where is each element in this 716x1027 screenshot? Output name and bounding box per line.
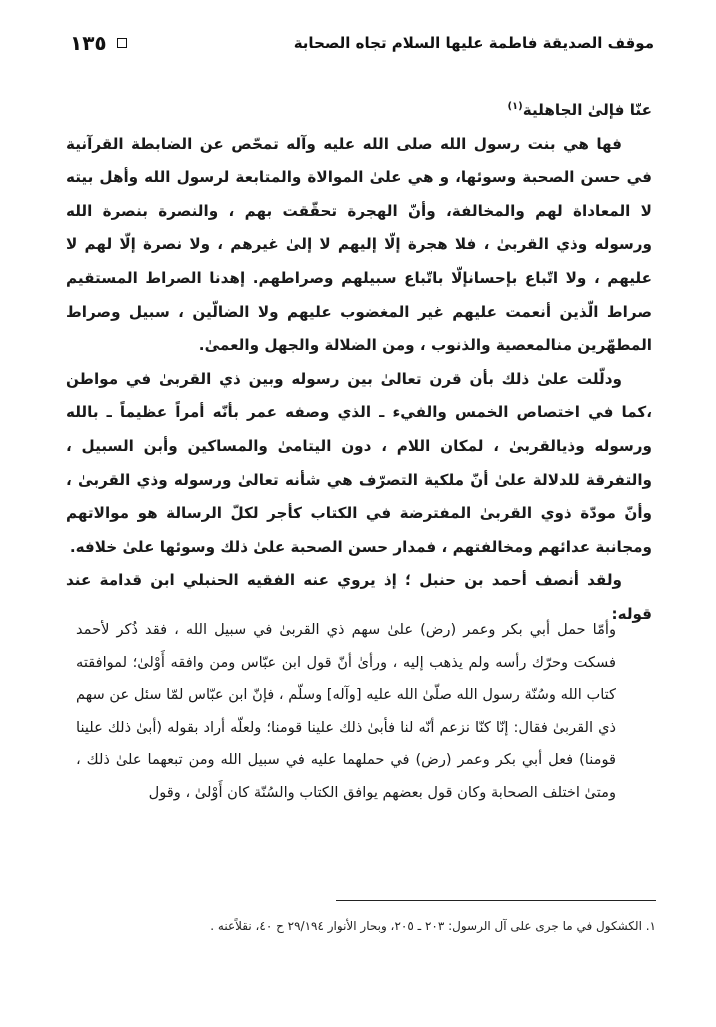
square-icon [117, 38, 127, 48]
paragraph-2: ودلّلت علىٰ ذلك بأن قرن تعالىٰ بين رسوله وبين ذي القربىٰ في مواطن ،كما في اختصاص الخمس والفيء ـ الذي وصفه عمر بأنّه أمراً عظيماً ـ بالله ورسوله وذيالقربىٰ ، لمكان اللام ، دون اليتامىٰ والمساكين وأبن السبيل ، والتفرقة للدلالة علىٰ أنّ ملكية التصرّف هي شأنه تعالىٰ ورسوله وذي القربىٰ ، وأنّ مودّة ذوي القربىٰ المفترضة في الكتاب كأجر لكلّ الرسالة هو موالاتهم ومجانبة عدائهم ومخالفتهم ، فمدار حسن الصحبة علىٰ ذلك وسوئها علىٰ خلافه. [66, 369, 652, 556]
quoted-passage [76, 614, 616, 810]
main-text [66, 90, 652, 632]
intro-text: عنّا فإلىٰ الجاهلية [522, 101, 652, 120]
quote-text: وأمّا حمل أبي بكر وعمر (رض) علىٰ سهم ذي القربىٰ في سبيل الله ، فقد ذُكر لأحمد فسكت وحرّك رأسه ولم يذهب إليه ، ورأىٰ أنّ قول ابن عبّاس ومن وافقه أَوْلىٰ؛ لموافقته كتاب الله وسُنّة رسول الله صلّىٰ الله عليه [وآله] وسلّم ، فإنّ ابن عبّاس لمّا سئل عن سهم ذي القربىٰ فقال: إنّا كنّا نزعم أنّه لنا فأبىٰ ذلك علينا قومنا؛ ولعلّه أراد بقوله (أبىٰ ذلك علينا قومنا) فعل أبي بكر وعمر (رض) في حملهما عليه في سبيل الله ومن تبعهما علىٰ ذلك ، ومتىٰ اختلف الصحابة وكان قول بعضهم يوافق الكتاب والسُنّة كان أَوْلىٰ ، وقول [76, 621, 616, 801]
footnote-divider [336, 900, 656, 901]
intro-line [66, 90, 652, 128]
header-page-group [70, 31, 127, 55]
page-number: ١٣٥ [70, 31, 107, 55]
paragraph-1: فها هي بنت رسول الله صلى الله عليه وآله تمحّص عن الضابطة القرآنية في حسن الصحبة وسوئها، و هي علىٰ الموالاة والمتابعة لرسول الله وأهل بيته لا المعاداة لهم والمخالفة، وأنّ الهجرة تحقّقت بهم ، والنصرة بنصرة الله ورسوله وذي القربىٰ ، فلا هجرة إلّا إليهم لا إلىٰ غيرهم ، ولا نصرة إلّا لهم لا عليهم ، ولا اتّباع بإحسانإلّا باتّباع سبيلهم وصراطهم. إهدنا الصراط المستقيم صراط الّذين أنعمت عليهم غير المغضوب عليهم ولا الضالّين ، سبيل وصراط المطهّرين منالمعصية والذنوب ، ومن الضلالة والجهل والعمىٰ. [66, 134, 652, 355]
footnote-reference: (١) [507, 101, 523, 112]
paragraph-3: ولقد أنصف أحمد بن حنبل ؛ إذ يروي عنه الفقيه الحنبلي ابن قدامة عند قوله: [66, 571, 652, 623]
footnote: ١. الكشكول في ما جرى على آل الرسول: ٢٠٣ ـ ٢٠٥، وبحار الأنوار ٢٩/١٩٤ ح ٤٠، نقلاًعنه . [210, 919, 656, 933]
running-header [70, 28, 654, 58]
header-title: موقف الصديقة فاطمة عليها السلام تجاه الصحابة [293, 34, 654, 52]
